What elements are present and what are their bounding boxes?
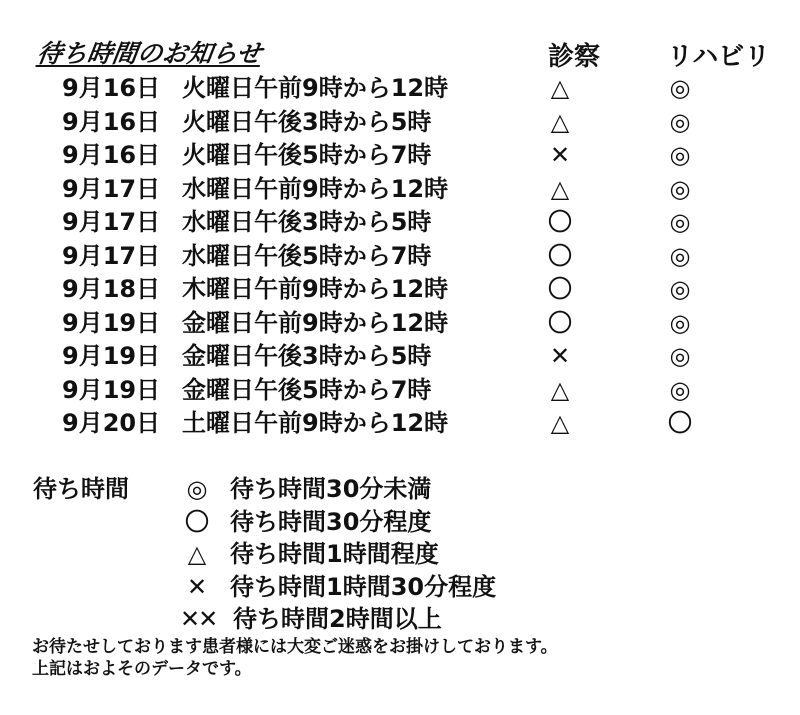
row-date: 9月18日 — [62, 275, 161, 303]
row-date: 9月16日 — [62, 74, 161, 102]
schedule-row — [0, 173, 800, 207]
row-date: 9月20日 — [62, 409, 161, 437]
row-date: 9月17日 — [62, 208, 161, 236]
row-date: 9月16日 — [62, 141, 161, 169]
legend-symbol: △ — [187, 540, 207, 568]
apology-note: お待たせしております患者様には大変ご迷惑をお掛けしております。 — [32, 637, 558, 657]
shinsatsu-status: ✕ — [549, 342, 571, 370]
row-time-slot: 火曜日午前9時から12時 — [182, 74, 449, 102]
column-header-rehabilitation: リハビリ — [667, 42, 771, 72]
row-time-slot: 水曜日午後3時から5時 — [182, 208, 432, 236]
row-date: 9月17日 — [62, 174, 161, 203]
schedule-table — [0, 72, 800, 441]
row-time-slot: 土曜日午前9時から12時 — [182, 409, 449, 437]
row-time-slot: 水曜日午後5時から7時 — [182, 241, 432, 270]
row-date: 9月19日 — [62, 308, 161, 337]
rehabilitation-status: 〇 — [668, 409, 692, 437]
schedule-row — [0, 206, 800, 240]
rehabilitation-status: ◎ — [669, 174, 691, 203]
legend-symbol: ✕ — [186, 572, 208, 601]
row-date: 9月17日 — [62, 241, 161, 270]
legend-text: 待ち時間1時間30分程度 — [230, 572, 497, 601]
shinsatsu-status: △ — [550, 74, 570, 102]
rehabilitation-status: ◎ — [669, 308, 691, 337]
schedule-row — [0, 407, 800, 441]
rehabilitation-status: ◎ — [669, 241, 691, 270]
column-header-shinsatsu: 診察 — [548, 42, 601, 72]
legend-item — [0, 571, 800, 604]
shinsatsu-status: △ — [550, 174, 570, 203]
rehabilitation-status: ◎ — [669, 74, 691, 102]
row-time-slot: 金曜日午前9時から12時 — [182, 308, 449, 337]
row-time-slot: 金曜日午後3時から5時 — [182, 342, 432, 370]
legend-symbol: ✕✕ — [180, 605, 217, 633]
shinsatsu-status: 〇 — [548, 308, 572, 337]
legend-item — [0, 538, 800, 571]
legend-symbol: ◎ — [186, 475, 208, 503]
row-date: 9月19日 — [62, 342, 161, 370]
page-title: 待ち時間のお知らせ — [35, 39, 264, 68]
schedule-row — [0, 139, 800, 173]
row-time-slot: 水曜日午前9時から12時 — [182, 174, 449, 203]
rehabilitation-status: ◎ — [669, 275, 691, 303]
row-date: 9月19日 — [62, 375, 161, 404]
legend-item — [0, 473, 800, 506]
footnotes — [32, 636, 558, 680]
rehabilitation-status: ◎ — [669, 208, 691, 236]
schedule-row — [0, 273, 800, 307]
schedule-row — [0, 307, 800, 341]
shinsatsu-status: 〇 — [548, 241, 572, 270]
rehabilitation-status: ◎ — [669, 141, 691, 169]
legend-item — [0, 603, 800, 636]
row-time-slot: 火曜日午後3時から5時 — [182, 107, 432, 136]
rehabilitation-status: ◎ — [669, 107, 691, 136]
rehabilitation-status: ◎ — [669, 342, 691, 370]
schedule-row — [0, 72, 800, 106]
row-time-slot: 金曜日午後5時から7時 — [182, 375, 432, 404]
shinsatsu-status: △ — [550, 409, 570, 437]
schedule-row — [0, 240, 800, 274]
legend-heading: 待ち時間 — [33, 475, 129, 503]
schedule-row — [0, 340, 800, 374]
legend — [0, 473, 800, 636]
shinsatsu-status: ✕ — [549, 141, 571, 169]
rehabilitation-status: ◎ — [669, 375, 691, 404]
shinsatsu-status: 〇 — [548, 208, 572, 236]
row-time-slot: 木曜日午前9時から12時 — [182, 275, 449, 303]
schedule-row — [0, 374, 800, 408]
shinsatsu-status: △ — [550, 375, 570, 404]
shinsatsu-status: △ — [550, 107, 570, 136]
legend-item — [0, 506, 800, 539]
row-date: 9月16日 — [62, 107, 161, 136]
row-time-slot: 火曜日午後5時から7時 — [182, 141, 432, 169]
shinsatsu-status: 〇 — [548, 275, 572, 303]
legend-text: 待ち時間30分未満 — [230, 475, 432, 503]
legend-text: 待ち時間30分程度 — [230, 507, 432, 536]
legend-symbol: 〇 — [185, 507, 209, 536]
legend-text: 待ち時間2時間以上 — [233, 605, 442, 633]
legend-text: 待ち時間1時間程度 — [230, 540, 439, 568]
schedule-row — [0, 106, 800, 140]
approximation-note: 上記はおよそのデータです。 — [32, 659, 252, 679]
